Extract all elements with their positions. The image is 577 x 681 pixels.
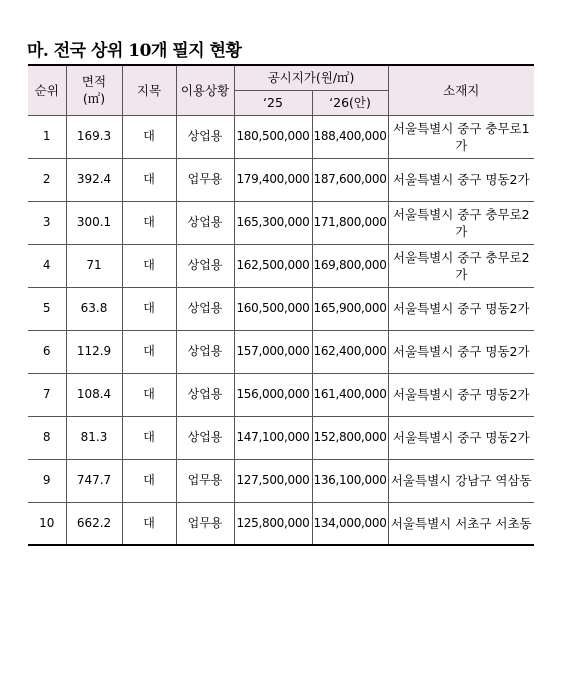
price-2026-cell: 162,400,000 (312, 330, 388, 373)
rank-cell: 3 (28, 201, 66, 244)
price-2025-header: ‘25 (234, 90, 312, 115)
usage-cell: 상업용 (176, 373, 234, 416)
price-2026-cell: 187,600,000 (312, 158, 388, 201)
table-row (28, 115, 534, 158)
usage-cell: 업무용 (176, 502, 234, 545)
area-cell: 169.3 (66, 115, 122, 158)
land-category-cell: 대 (122, 244, 176, 287)
rank-cell: 5 (28, 287, 66, 330)
location-cell: 서울특별시 중구 명동2가 (388, 373, 534, 416)
table-row (28, 244, 534, 287)
price-2026-cell: 165,900,000 (312, 287, 388, 330)
land-category-cell: 대 (122, 115, 176, 158)
usage-cell: 업무용 (176, 158, 234, 201)
price-2026-cell: 169,800,000 (312, 244, 388, 287)
rank-cell: 1 (28, 115, 66, 158)
location-cell: 서울특별시 중구 명동2가 (388, 416, 534, 459)
rank-cell: 7 (28, 373, 66, 416)
table-row (28, 459, 534, 502)
rank-header: 순위 (28, 65, 66, 115)
land-category-cell: 대 (122, 330, 176, 373)
rank-cell: 10 (28, 502, 66, 545)
usage-cell: 상업용 (176, 287, 234, 330)
table-row (28, 373, 534, 416)
price-2025-cell: 147,100,000 (234, 416, 312, 459)
land-category-cell: 대 (122, 459, 176, 502)
price-2026-cell: 134,000,000 (312, 502, 388, 545)
top10-land-price-table (28, 64, 534, 546)
land-category-cell: 대 (122, 502, 176, 545)
area-cell: 300.1 (66, 201, 122, 244)
location-cell: 서울특별시 중구 충무로2가 (388, 244, 534, 287)
price-2025-cell: 180,500,000 (234, 115, 312, 158)
price-group-header: 공시지가(원/㎡) (234, 65, 388, 90)
location-cell: 서울특별시 중구 명동2가 (388, 287, 534, 330)
price-2026-cell: 161,400,000 (312, 373, 388, 416)
area-cell: 662.2 (66, 502, 122, 545)
location-cell: 서울특별시 강남구 역삼동 (388, 459, 534, 502)
usage-cell: 상업용 (176, 201, 234, 244)
price-2025-cell: 157,000,000 (234, 330, 312, 373)
area-cell: 63.8 (66, 287, 122, 330)
price-2025-cell: 160,500,000 (234, 287, 312, 330)
header-row (28, 65, 534, 90)
rank-cell: 8 (28, 416, 66, 459)
usage-cell: 상업용 (176, 330, 234, 373)
price-2026-cell: 136,100,000 (312, 459, 388, 502)
land-category-cell: 대 (122, 158, 176, 201)
area-cell: 71 (66, 244, 122, 287)
location-cell: 서울특별시 중구 충무로1가 (388, 115, 534, 158)
usage-cell: 상업용 (176, 416, 234, 459)
area-cell: 747.7 (66, 459, 122, 502)
price-2026-cell: 171,800,000 (312, 201, 388, 244)
location-header: 소재지 (388, 65, 534, 115)
price-2026-cell: 152,800,000 (312, 416, 388, 459)
location-cell: 서울특별시 중구 명동2가 (388, 330, 534, 373)
area-cell: 81.3 (66, 416, 122, 459)
table-row (28, 502, 534, 545)
land-category-header: 지목 (122, 65, 176, 115)
area-cell: 112.9 (66, 330, 122, 373)
price-2025-cell: 125,800,000 (234, 502, 312, 545)
price-2026-header: ‘26(안) (312, 90, 388, 115)
location-cell: 서울특별시 서초구 서초동 (388, 502, 534, 545)
land-category-cell: 대 (122, 287, 176, 330)
rank-cell: 4 (28, 244, 66, 287)
usage-cell: 상업용 (176, 244, 234, 287)
price-2025-cell: 165,300,000 (234, 201, 312, 244)
rank-cell: 9 (28, 459, 66, 502)
usage-cell: 상업용 (176, 115, 234, 158)
area-cell: 108.4 (66, 373, 122, 416)
price-2025-cell: 162,500,000 (234, 244, 312, 287)
usage-header: 이용상황 (176, 65, 234, 115)
price-2025-cell: 179,400,000 (234, 158, 312, 201)
land-category-cell: 대 (122, 373, 176, 416)
land-category-cell: 대 (122, 201, 176, 244)
table-body (28, 115, 534, 545)
location-cell: 서울특별시 중구 충무로2가 (388, 201, 534, 244)
area-cell: 392.4 (66, 158, 122, 201)
usage-cell: 업무용 (176, 459, 234, 502)
price-2025-cell: 127,500,000 (234, 459, 312, 502)
table-row (28, 201, 534, 244)
price-2025-cell: 156,000,000 (234, 373, 312, 416)
rank-cell: 6 (28, 330, 66, 373)
rank-cell: 2 (28, 158, 66, 201)
price-2026-cell: 188,400,000 (312, 115, 388, 158)
location-cell: 서울특별시 중구 명동2가 (388, 158, 534, 201)
area-header: 면적 (㎡) (66, 65, 122, 115)
table-row (28, 158, 534, 201)
table-row (28, 287, 534, 330)
land-category-cell: 대 (122, 416, 176, 459)
table-row (28, 330, 534, 373)
page-title: 마. 전국 상위 10개 필지 현황 (27, 41, 242, 61)
table-row (28, 416, 534, 459)
